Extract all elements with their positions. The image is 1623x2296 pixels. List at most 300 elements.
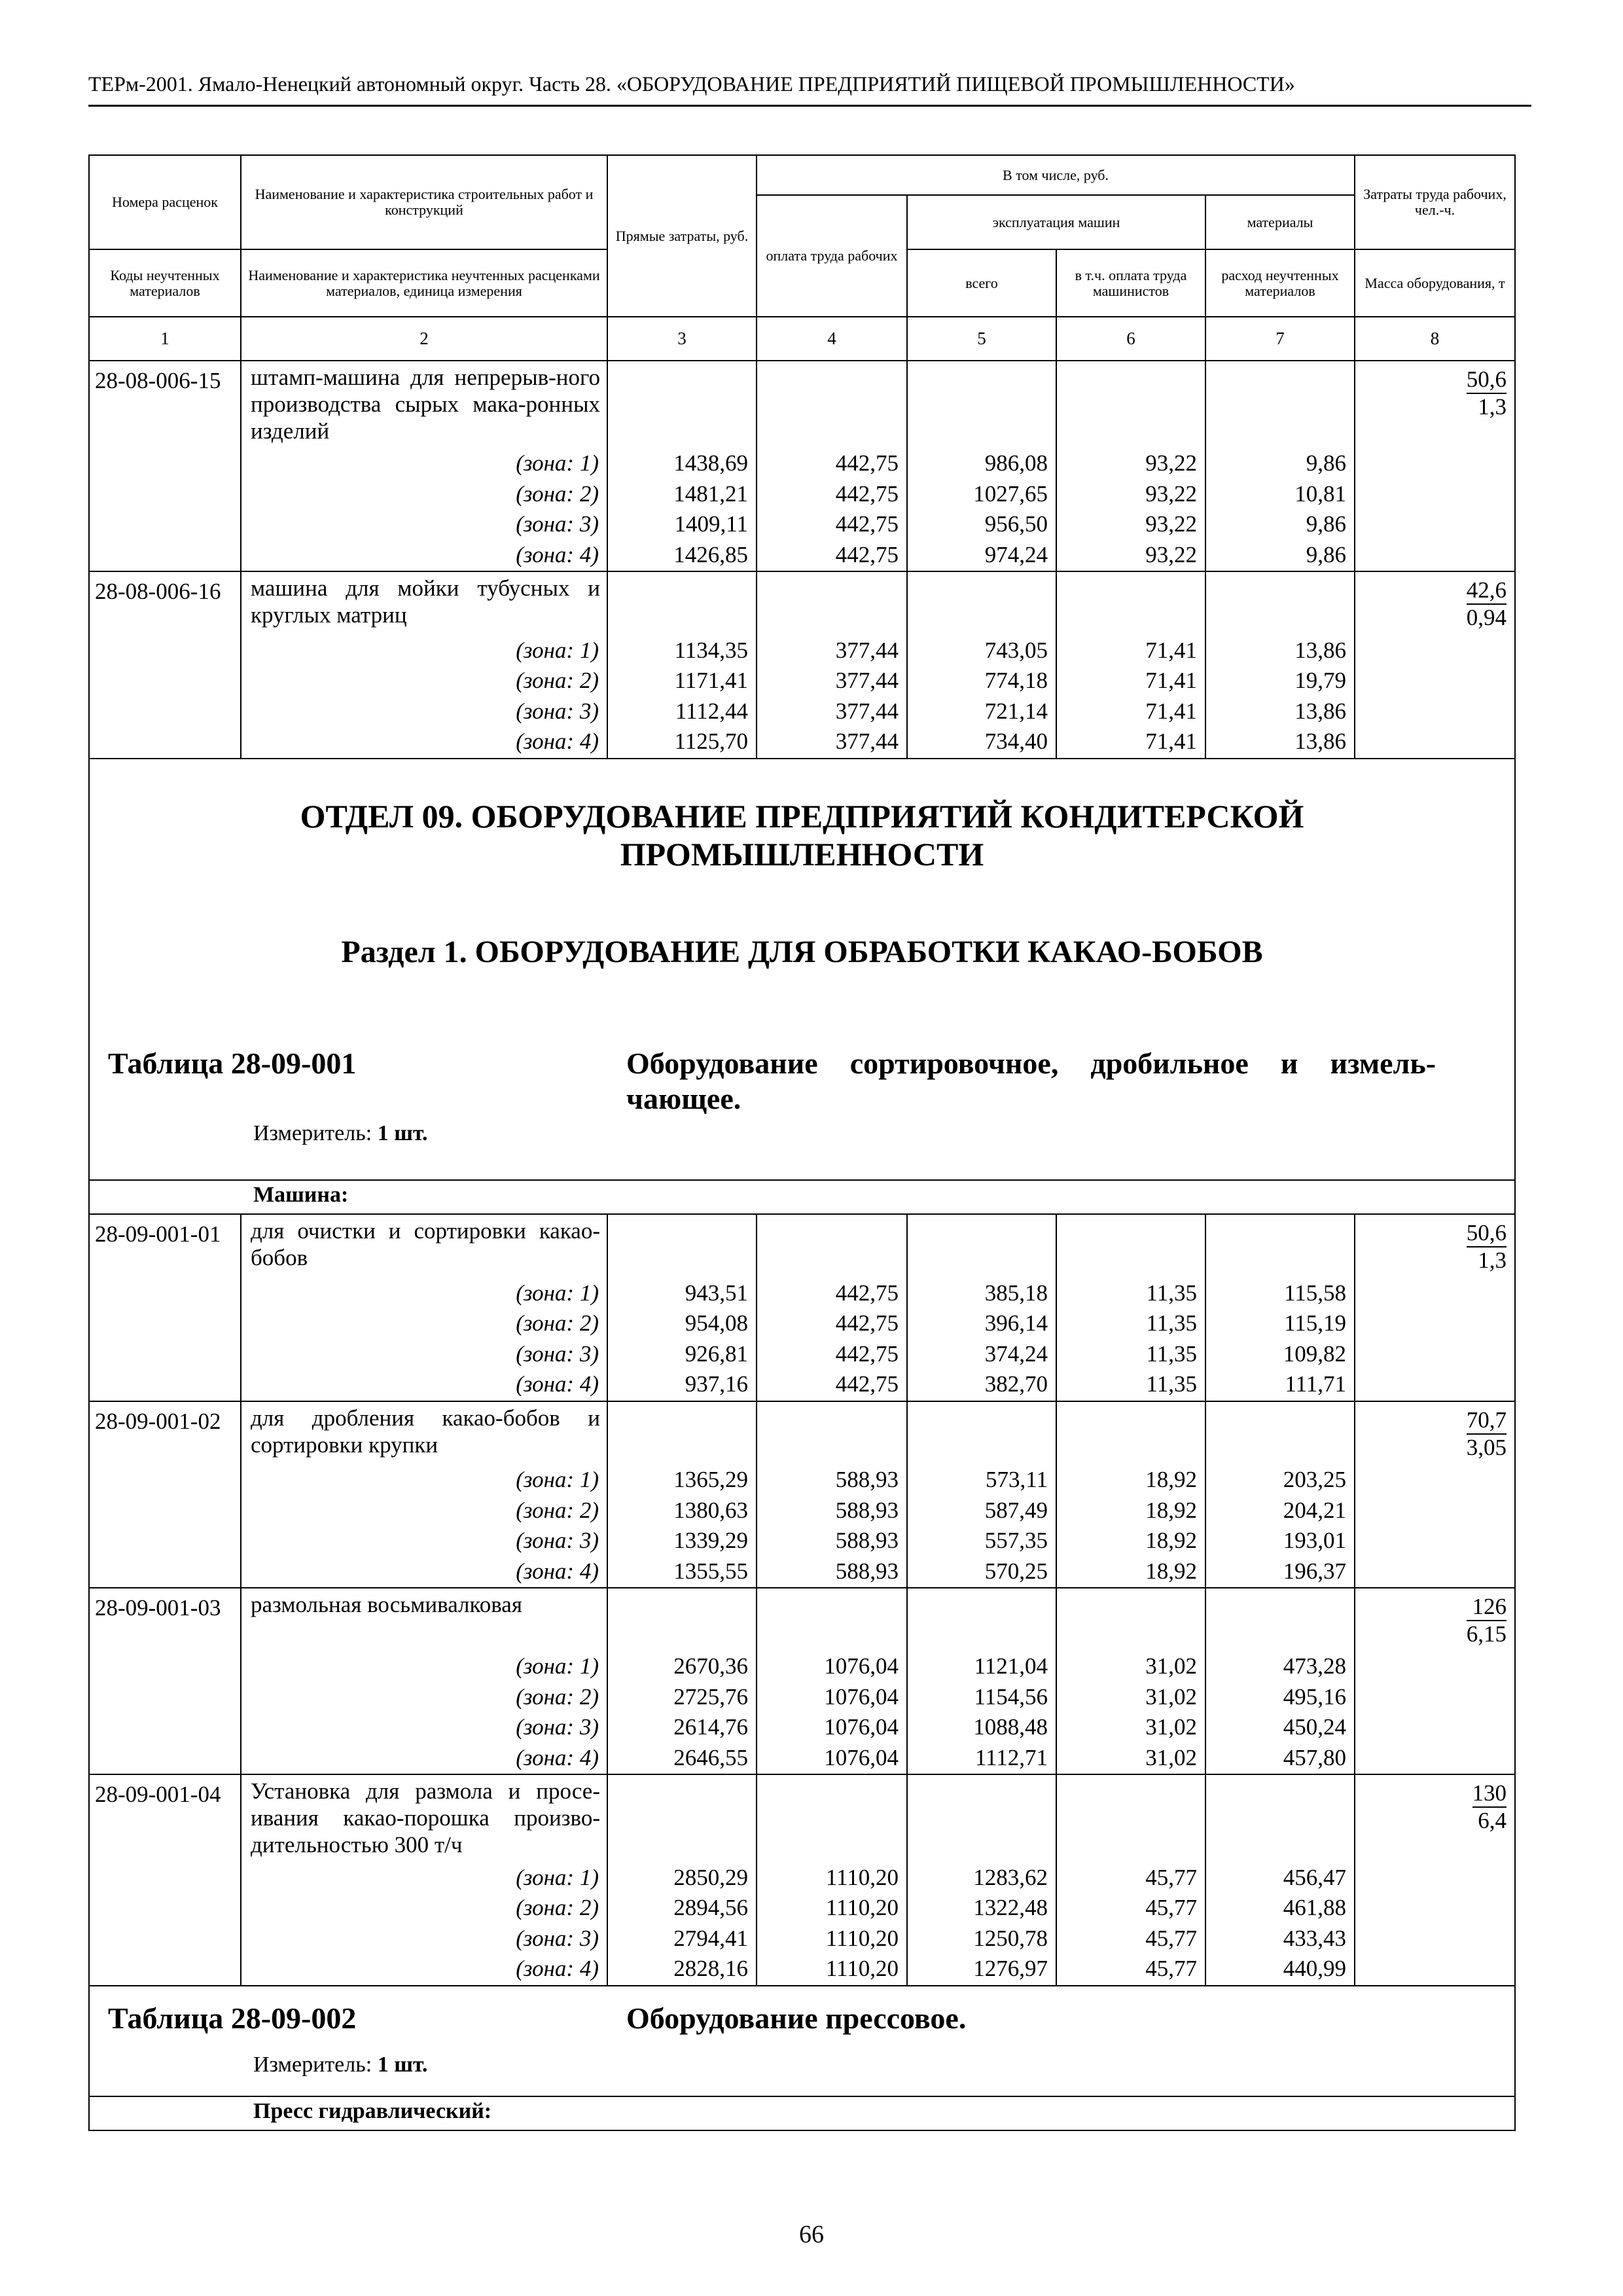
- empty-cell: [89, 666, 241, 697]
- cost-value: 193,01: [1205, 1526, 1355, 1557]
- empty-cell: [1355, 666, 1515, 697]
- cost-value: 1110,20: [757, 1893, 907, 1924]
- cost-value: 461,88: [1205, 1893, 1355, 1924]
- cost-value: 1250,78: [907, 1924, 1056, 1955]
- empty-cell: [907, 1774, 1056, 1863]
- column-number: 2: [241, 317, 607, 361]
- zone-label: (зона: 1): [241, 1863, 607, 1894]
- zone-row: [89, 1863, 1515, 1894]
- work-name: штамп-машина для непрерыв-ного производства сырых мака-ронных изделий: [241, 361, 607, 449]
- cost-value: 19,79: [1205, 666, 1355, 697]
- cost-value: 588,93: [757, 1496, 907, 1527]
- cost-value: 71,41: [1056, 666, 1205, 697]
- labor-value: 70,7: [1467, 1407, 1507, 1435]
- empty-cell: [1355, 1557, 1515, 1588]
- header-material-names: Наименование и характеристика неучтенных расценками материалов, единица измерения: [241, 249, 607, 317]
- work-name: машина для мойки тубусных и круглых матриц: [241, 571, 607, 636]
- cost-value: 442,75: [757, 1309, 907, 1340]
- zone-row: [89, 1309, 1515, 1340]
- empty-cell: [1056, 1774, 1205, 1863]
- cost-value: 573,11: [907, 1465, 1056, 1496]
- cost-value: 93,22: [1056, 510, 1205, 541]
- cost-value: 1481,21: [607, 480, 757, 511]
- column-number: 3: [607, 317, 757, 361]
- mass-value: 1,3: [1478, 393, 1507, 420]
- work-name: Установка для размола и просе-ивания какао-порошка произво-дительностью 300 т/ч: [241, 1774, 607, 1863]
- empty-cell: [89, 1744, 241, 1775]
- cost-value: 377,44: [757, 636, 907, 667]
- cost-value: 2894,56: [607, 1893, 757, 1924]
- cost-value: 937,16: [607, 1370, 757, 1401]
- cost-value: 204,21: [1205, 1496, 1355, 1527]
- zone-row: [89, 480, 1515, 511]
- rate-code: 28-09-001-03: [89, 1588, 241, 1652]
- empty-cell: [89, 727, 241, 759]
- empty-cell: [907, 1401, 1056, 1465]
- empty-cell: [1355, 1526, 1515, 1557]
- cost-value: 115,19: [1205, 1309, 1355, 1340]
- section-banner: [89, 759, 1515, 1181]
- empty-cell: [757, 1214, 907, 1278]
- cost-value: 1276,97: [907, 1954, 1056, 1986]
- empty-cell: [89, 1683, 241, 1713]
- labor-mass-fraction: [1355, 1401, 1515, 1465]
- cost-value: 1076,04: [757, 1713, 907, 1744]
- empty-cell: [607, 361, 757, 449]
- zone-row: [89, 697, 1515, 728]
- rate-item-row: [89, 571, 1515, 636]
- empty-cell: [1205, 1774, 1355, 1863]
- empty-cell: [89, 510, 241, 541]
- cost-value: 9,86: [1205, 541, 1355, 572]
- page-number: 66: [799, 2221, 824, 2248]
- cost-value: 11,35: [1056, 1309, 1205, 1340]
- empty-cell: [1355, 636, 1515, 667]
- zone-label: (зона: 4): [241, 1370, 607, 1401]
- fraction: [1467, 367, 1507, 420]
- zone-label: (зона: 4): [241, 541, 607, 572]
- group-subheader: Машина:: [89, 1180, 1515, 1214]
- items-group-a: [89, 361, 1515, 759]
- cost-value: 203,25: [1205, 1465, 1355, 1496]
- empty-cell: [89, 1309, 241, 1340]
- cost-value: 2670,36: [607, 1652, 757, 1683]
- cost-value: 743,05: [907, 636, 1056, 667]
- labor-mass-fraction: [1355, 361, 1515, 449]
- header-machines-total: всего: [907, 249, 1056, 317]
- zone-label: (зона: 3): [241, 510, 607, 541]
- empty-cell: [1355, 1496, 1515, 1527]
- cost-value: 18,92: [1056, 1465, 1205, 1496]
- empty-cell: [89, 1924, 241, 1955]
- work-name: размольная восьмивалковая: [241, 1588, 607, 1652]
- empty-cell: [1355, 1954, 1515, 1986]
- zone-label: (зона: 3): [241, 1924, 607, 1955]
- cost-value: 2828,16: [607, 1954, 757, 1986]
- mass-value: 1,3: [1478, 1247, 1507, 1274]
- empty-cell: [89, 1465, 241, 1496]
- cost-value: 71,41: [1056, 727, 1205, 759]
- zone-row: [89, 510, 1515, 541]
- unit-of-measure: [253, 2052, 428, 2078]
- cost-value: 1125,70: [607, 727, 757, 759]
- zone-row: [89, 1370, 1515, 1401]
- zone-row: [89, 1279, 1515, 1310]
- table-label: Таблица 28-09-001: [108, 1046, 357, 1080]
- empty-cell: [1355, 510, 1515, 541]
- rate-item-row: [89, 1588, 1515, 1652]
- header-rate-numbers: Номера расценок: [89, 155, 241, 249]
- empty-cell: [1355, 1370, 1515, 1401]
- rate-code: 28-09-001-01: [89, 1214, 241, 1278]
- work-name: для очистки и сортировки какао-бобов: [241, 1214, 607, 1278]
- cost-value: 1076,04: [757, 1683, 907, 1713]
- empty-cell: [1355, 1863, 1515, 1894]
- cost-value: 587,49: [907, 1496, 1056, 1527]
- cost-value: 31,02: [1056, 1713, 1205, 1744]
- rate-item-row: [89, 1401, 1515, 1465]
- empty-cell: [607, 571, 757, 636]
- mass-value: 6,4: [1478, 1808, 1507, 1834]
- cost-value: 588,93: [757, 1526, 907, 1557]
- empty-cell: [89, 1863, 241, 1894]
- rate-code: 28-09-001-02: [89, 1401, 241, 1465]
- empty-cell: [1355, 1744, 1515, 1775]
- zone-row: [89, 541, 1515, 572]
- cost-value: 2614,76: [607, 1713, 757, 1744]
- cost-value: 10,81: [1205, 480, 1355, 511]
- zone-label: (зона: 4): [241, 727, 607, 759]
- cost-value: 1355,55: [607, 1557, 757, 1588]
- fraction: [1467, 1220, 1507, 1274]
- zone-label: (зона: 1): [241, 449, 607, 480]
- fraction: [1467, 1407, 1507, 1461]
- empty-cell: [1355, 1683, 1515, 1713]
- empty-cell: [89, 697, 241, 728]
- cost-value: 442,75: [757, 510, 907, 541]
- cost-value: 45,77: [1056, 1863, 1205, 1894]
- cost-value: 456,47: [1205, 1863, 1355, 1894]
- cost-value: 31,02: [1056, 1683, 1205, 1713]
- zone-row: [89, 727, 1515, 759]
- labor-mass-fraction: [1355, 1214, 1515, 1278]
- cost-value: 1365,29: [607, 1465, 757, 1496]
- empty-cell: [757, 1401, 907, 1465]
- cost-value: 111,71: [1205, 1370, 1355, 1401]
- rate-code: 28-08-006-16: [89, 571, 241, 636]
- empty-cell: [907, 361, 1056, 449]
- cost-value: 11,35: [1056, 1279, 1205, 1310]
- empty-cell: [89, 1526, 241, 1557]
- zone-row: [89, 666, 1515, 697]
- header-material-consumption: расход неучтенных материалов: [1205, 249, 1355, 317]
- zone-row: [89, 1713, 1515, 1744]
- cost-value: 1121,04: [907, 1652, 1056, 1683]
- cost-value: 374,24: [907, 1340, 1056, 1371]
- empty-cell: [1355, 541, 1515, 572]
- unit-prefix: Измеритель:: [253, 1121, 372, 1145]
- cost-value: 93,22: [1056, 449, 1205, 480]
- rate-item-row: [89, 1774, 1515, 1863]
- unit-prefix: Измеритель:: [253, 2053, 372, 2077]
- cost-value: 13,86: [1205, 697, 1355, 728]
- column-number: 7: [1205, 317, 1355, 361]
- cost-value: 495,16: [1205, 1683, 1355, 1713]
- empty-cell: [89, 1340, 241, 1371]
- empty-cell: [1355, 697, 1515, 728]
- column-number: 5: [907, 317, 1056, 361]
- rate-item-row: [89, 1214, 1515, 1278]
- header-work-name: Наименование и характеристика строительных работ и конструкций: [241, 155, 607, 249]
- group-subheader: Пресс гидравлический:: [89, 2096, 1515, 2130]
- zone-label: (зона: 1): [241, 1279, 607, 1310]
- cost-value: 9,86: [1205, 449, 1355, 480]
- empty-cell: [89, 1279, 241, 1310]
- table-title: Оборудование сортировочное, дробильное и измель-чающее.: [626, 1046, 1436, 1115]
- cost-value: 926,81: [607, 1340, 757, 1371]
- empty-cell: [1205, 361, 1355, 449]
- empty-cell: [89, 1557, 241, 1588]
- empty-cell: [1205, 1588, 1355, 1652]
- header-equipment-mass: Масса оборудования, т: [1355, 249, 1515, 317]
- running-header: ТЕРм-2001. Ямало-Ненецкий автономный округ. Часть 28. «ОБОРУДОВАНИЕ ПРЕДПРИЯТИЙ ПИЩЕВОЙ ПРОМЫШЛЕННОСТИ»: [88, 72, 1295, 96]
- cost-value: 385,18: [907, 1279, 1056, 1310]
- cost-value: 570,25: [907, 1557, 1056, 1588]
- cost-value: 1112,44: [607, 697, 757, 728]
- mass-value: 0,94: [1466, 605, 1507, 631]
- cost-value: 588,93: [757, 1465, 907, 1496]
- column-number: 6: [1056, 317, 1205, 361]
- cost-value: 974,24: [907, 541, 1056, 572]
- cost-value: 2646,55: [607, 1744, 757, 1775]
- cost-value: 956,50: [907, 510, 1056, 541]
- empty-cell: [1355, 480, 1515, 511]
- zone-label: (зона: 4): [241, 1744, 607, 1775]
- empty-cell: [607, 1774, 757, 1863]
- zone-label: (зона: 3): [241, 1526, 607, 1557]
- cost-value: 1027,65: [907, 480, 1056, 511]
- header-labor-costs: Затраты труда рабочих, чел.-ч.: [1355, 155, 1515, 249]
- unit-of-measure: [253, 1121, 428, 1147]
- empty-cell: [757, 361, 907, 449]
- cost-value: 442,75: [757, 449, 907, 480]
- cost-value: 986,08: [907, 449, 1056, 480]
- header-material-codes: Коды неучтенных материалов: [89, 249, 241, 317]
- empty-cell: [607, 1401, 757, 1465]
- zone-label: (зона: 2): [241, 480, 607, 511]
- empty-cell: [89, 1954, 241, 1986]
- cost-value: 1283,62: [907, 1863, 1056, 1894]
- header-direct-costs: Прямые затраты, руб.: [607, 155, 757, 317]
- rate-item-row: [89, 361, 1515, 449]
- cost-value: 115,58: [1205, 1279, 1355, 1310]
- zone-row: [89, 1465, 1515, 1496]
- zone-row: [89, 1340, 1515, 1371]
- cost-value: 71,41: [1056, 636, 1205, 667]
- empty-cell: [89, 480, 241, 511]
- zone-row: [89, 1744, 1515, 1775]
- zone-label: (зона: 2): [241, 666, 607, 697]
- empty-cell: [1355, 1279, 1515, 1310]
- empty-cell: [89, 449, 241, 480]
- zone-label: (зона: 4): [241, 1954, 607, 1986]
- cost-value: 13,86: [1205, 727, 1355, 759]
- cost-value: 450,24: [1205, 1713, 1355, 1744]
- cost-value: 377,44: [757, 727, 907, 759]
- section-title-line: ОТДЕЛ 09. ОБОРУДОВАНИЕ ПРЕДПРИЯТИЙ КОНДИТЕРСКОЙ: [300, 797, 1304, 834]
- zone-label: (зона: 3): [241, 697, 607, 728]
- subsection-title: Раздел 1. ОБОРУДОВАНИЕ ДЛЯ ОБРАБОТКИ КАКАО-БОБОВ: [341, 934, 1263, 969]
- empty-cell: [1205, 1214, 1355, 1278]
- cost-value: 2850,29: [607, 1863, 757, 1894]
- zone-label: (зона: 1): [241, 1652, 607, 1683]
- cost-value: 382,70: [907, 1370, 1056, 1401]
- cost-value: 442,75: [757, 541, 907, 572]
- rate-code: 28-08-006-15: [89, 361, 241, 449]
- cost-value: 442,75: [757, 1340, 907, 1371]
- fraction: [1472, 1780, 1507, 1834]
- cost-value: 954,08: [607, 1309, 757, 1340]
- empty-cell: [607, 1214, 757, 1278]
- unit-value: 1 шт.: [377, 1121, 428, 1145]
- empty-cell: [1056, 1214, 1205, 1278]
- empty-cell: [89, 1893, 241, 1924]
- zone-row: [89, 1924, 1515, 1955]
- cost-value: 9,86: [1205, 510, 1355, 541]
- header-machine-operation: эксплуатация машин: [907, 195, 1205, 249]
- cost-value: 1154,56: [907, 1683, 1056, 1713]
- empty-cell: [1355, 1652, 1515, 1683]
- cost-value: 1426,85: [607, 541, 757, 572]
- cost-value: 1110,20: [757, 1924, 907, 1955]
- cost-value: 1339,29: [607, 1526, 757, 1557]
- cost-value: 1380,63: [607, 1496, 757, 1527]
- header-materials: материалы: [1205, 195, 1355, 249]
- work-name: для дробления какао-бобов и сортировки крупки: [241, 1401, 607, 1465]
- empty-cell: [607, 1588, 757, 1652]
- cost-value: 1134,35: [607, 636, 757, 667]
- cost-value: 440,99: [1205, 1954, 1355, 1986]
- cost-value: 45,77: [1056, 1893, 1205, 1924]
- mass-value: 6,15: [1466, 1621, 1507, 1647]
- empty-cell: [89, 1713, 241, 1744]
- zone-label: (зона: 2): [241, 1496, 607, 1527]
- labor-value: 50,6: [1467, 1220, 1507, 1247]
- cost-value: 93,22: [1056, 541, 1205, 572]
- zone-row: [89, 1683, 1515, 1713]
- empty-cell: [89, 541, 241, 572]
- cost-value: 473,28: [1205, 1652, 1355, 1683]
- empty-cell: [1205, 1401, 1355, 1465]
- cost-value: 45,77: [1056, 1924, 1205, 1955]
- zone-label: (зона: 2): [241, 1683, 607, 1713]
- empty-cell: [1355, 1340, 1515, 1371]
- empty-cell: [757, 1588, 907, 1652]
- empty-cell: [1355, 1465, 1515, 1496]
- cost-value: 1076,04: [757, 1652, 907, 1683]
- section-title-line: ПРОМЫШЛЕННОСТИ: [620, 835, 984, 872]
- fraction: [1467, 577, 1507, 631]
- empty-cell: [907, 571, 1056, 636]
- cost-value: 943,51: [607, 1279, 757, 1310]
- cost-value: 1112,71: [907, 1744, 1056, 1775]
- zone-row: [89, 1526, 1515, 1557]
- fraction: [1467, 1594, 1507, 1647]
- labor-value: 50,6: [1467, 367, 1507, 394]
- cost-value: 377,44: [757, 697, 907, 728]
- zone-row: [89, 1652, 1515, 1683]
- column-number: 8: [1355, 317, 1515, 361]
- empty-cell: [757, 1774, 907, 1863]
- empty-cell: [1205, 571, 1355, 636]
- zone-label: (зона: 4): [241, 1557, 607, 1588]
- labor-mass-fraction: [1355, 571, 1515, 636]
- empty-cell: [89, 636, 241, 667]
- labor-value: 130: [1472, 1780, 1507, 1808]
- cost-value: 31,02: [1056, 1744, 1205, 1775]
- header-machinist-wages: в т.ч. оплата труда машинистов: [1056, 249, 1205, 317]
- header-worker-wages: оплата труда рабочих: [757, 195, 907, 317]
- table-label: Таблица 28-09-002: [108, 2001, 357, 2036]
- zone-row: [89, 1954, 1515, 1986]
- empty-cell: [1056, 571, 1205, 636]
- cost-value: 734,40: [907, 727, 1056, 759]
- cost-value: 588,93: [757, 1557, 907, 1588]
- cost-value: 433,43: [1205, 1924, 1355, 1955]
- cost-value: 93,22: [1056, 480, 1205, 511]
- zone-label: (зона: 2): [241, 1893, 607, 1924]
- cost-value: 721,14: [907, 697, 1056, 728]
- cost-value: 31,02: [1056, 1652, 1205, 1683]
- empty-cell: [1056, 361, 1205, 449]
- zone-label: (зона: 1): [241, 1465, 607, 1496]
- cost-value: 18,92: [1056, 1557, 1205, 1588]
- cost-value: 377,44: [757, 666, 907, 697]
- cost-value: 13,86: [1205, 636, 1355, 667]
- cost-value: 1438,69: [607, 449, 757, 480]
- rates-table: [88, 154, 1516, 2131]
- column-number: 1: [89, 317, 241, 361]
- zone-row: [89, 449, 1515, 480]
- empty-cell: [1355, 1713, 1515, 1744]
- cost-value: 396,14: [907, 1309, 1056, 1340]
- empty-cell: [1355, 1309, 1515, 1340]
- empty-cell: [1355, 1924, 1515, 1955]
- mass-value: 3,05: [1466, 1434, 1507, 1460]
- empty-cell: [1355, 1893, 1515, 1924]
- zone-label: (зона: 2): [241, 1309, 607, 1340]
- cost-value: 71,41: [1056, 697, 1205, 728]
- cost-value: 1110,20: [757, 1863, 907, 1894]
- zone-row: [89, 636, 1515, 667]
- cost-value: 457,80: [1205, 1744, 1355, 1775]
- cost-value: 2794,41: [607, 1924, 757, 1955]
- column-number: 4: [757, 317, 907, 361]
- table-banner: [89, 1986, 1515, 2096]
- unit-value: 1 шт.: [377, 2053, 428, 2077]
- zone-row: [89, 1893, 1515, 1924]
- section-title: [90, 797, 1514, 873]
- zone-row: [89, 1496, 1515, 1527]
- empty-cell: [1355, 449, 1515, 480]
- empty-cell: [89, 1652, 241, 1683]
- items-group-b: [89, 1214, 1515, 1986]
- empty-cell: [757, 571, 907, 636]
- zone-label: (зона: 3): [241, 1340, 607, 1371]
- labor-value: 126: [1467, 1594, 1507, 1621]
- cost-value: 1088,48: [907, 1713, 1056, 1744]
- cost-value: 1110,20: [757, 1954, 907, 1986]
